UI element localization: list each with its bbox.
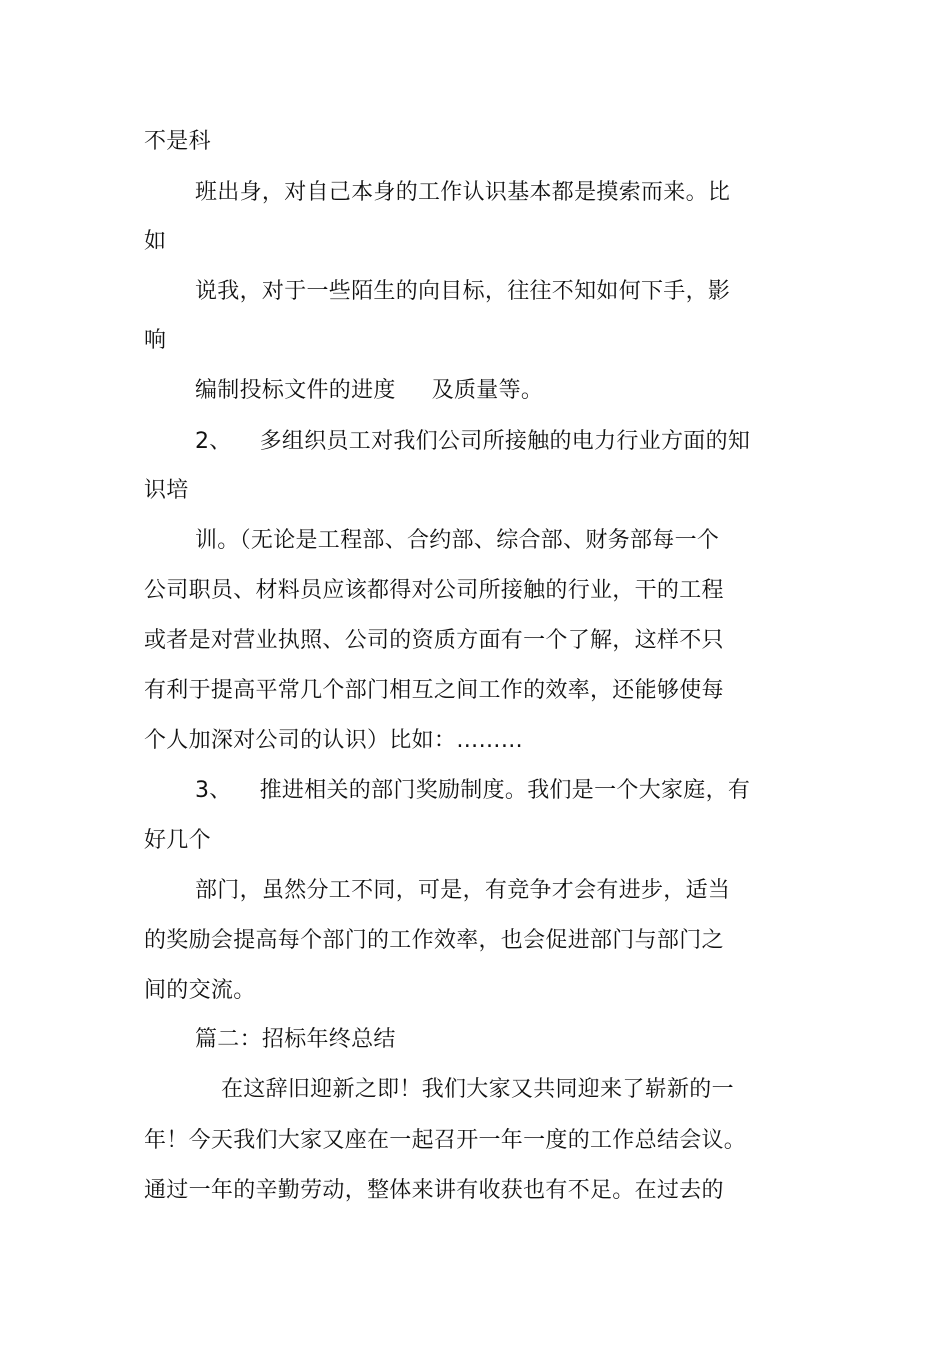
text-line: 或者是对营业执照、公司的资质方面有一个了解，这样不只 [144,628,724,653]
section-heading: 篇二：招标年终总结 [195,1027,396,1052]
list-item-2 [195,428,750,456]
text-line: 好几个 [144,828,211,853]
text-segment: 推进相关的部门奖励制度。我们是一个大家庭，有 [259,778,751,803]
text-line: 通过一年的辛勤劳动，整体来讲有收获也有不足。在过去的 [144,1178,724,1203]
text-line: 说我，对于一些陌生的向目标，往往不知如何下手，影 [195,279,731,304]
text-segment: 编制投标文件的进度 [195,378,396,403]
text-segment: 多组织员工对我们公司所接触的电力行业方面的知 [259,429,751,454]
list-number: 3、 [195,778,232,803]
text-line: 识培 [144,478,189,503]
text-line: 年！今天我们大家又座在一起召开一年一度的工作总结会议。 [144,1128,747,1153]
text-line: 公司职员、材料员应该都得对公司所接触的行业，干的工程 [144,578,724,603]
text-line: 的奖励会提高每个部门的工作效率，也会促进部门与部门之 [144,928,724,953]
text-line: 在这辞旧迎新之即！我们大家又共同迎来了崭新的一 [221,1077,734,1102]
text-line: 训。（无论是工程部、合约部、综合部、财务部每一个 [195,528,720,553]
text-segment: 及质量等。 [431,378,544,403]
text-line: 不是科 [144,129,211,154]
text-line [195,377,543,405]
list-number: 2、 [195,429,232,454]
text-line: 间的交流。 [144,978,256,1003]
text-line: 有利于提高平常几个部门相互之间工作的效率，还能够使每 [144,678,724,703]
text-line: 部门，虽然分工不同，可是，有竞争才会有进步，适当 [195,878,731,903]
text-line: 响 [144,328,167,353]
text-line: 个人加深对公司的认识）比如：……… [144,728,524,753]
list-item-3 [195,777,750,805]
text-line: 如 [144,229,167,254]
text-line: 班出身，对自己本身的工作认识基本都是摸索而来。比 [195,180,731,205]
